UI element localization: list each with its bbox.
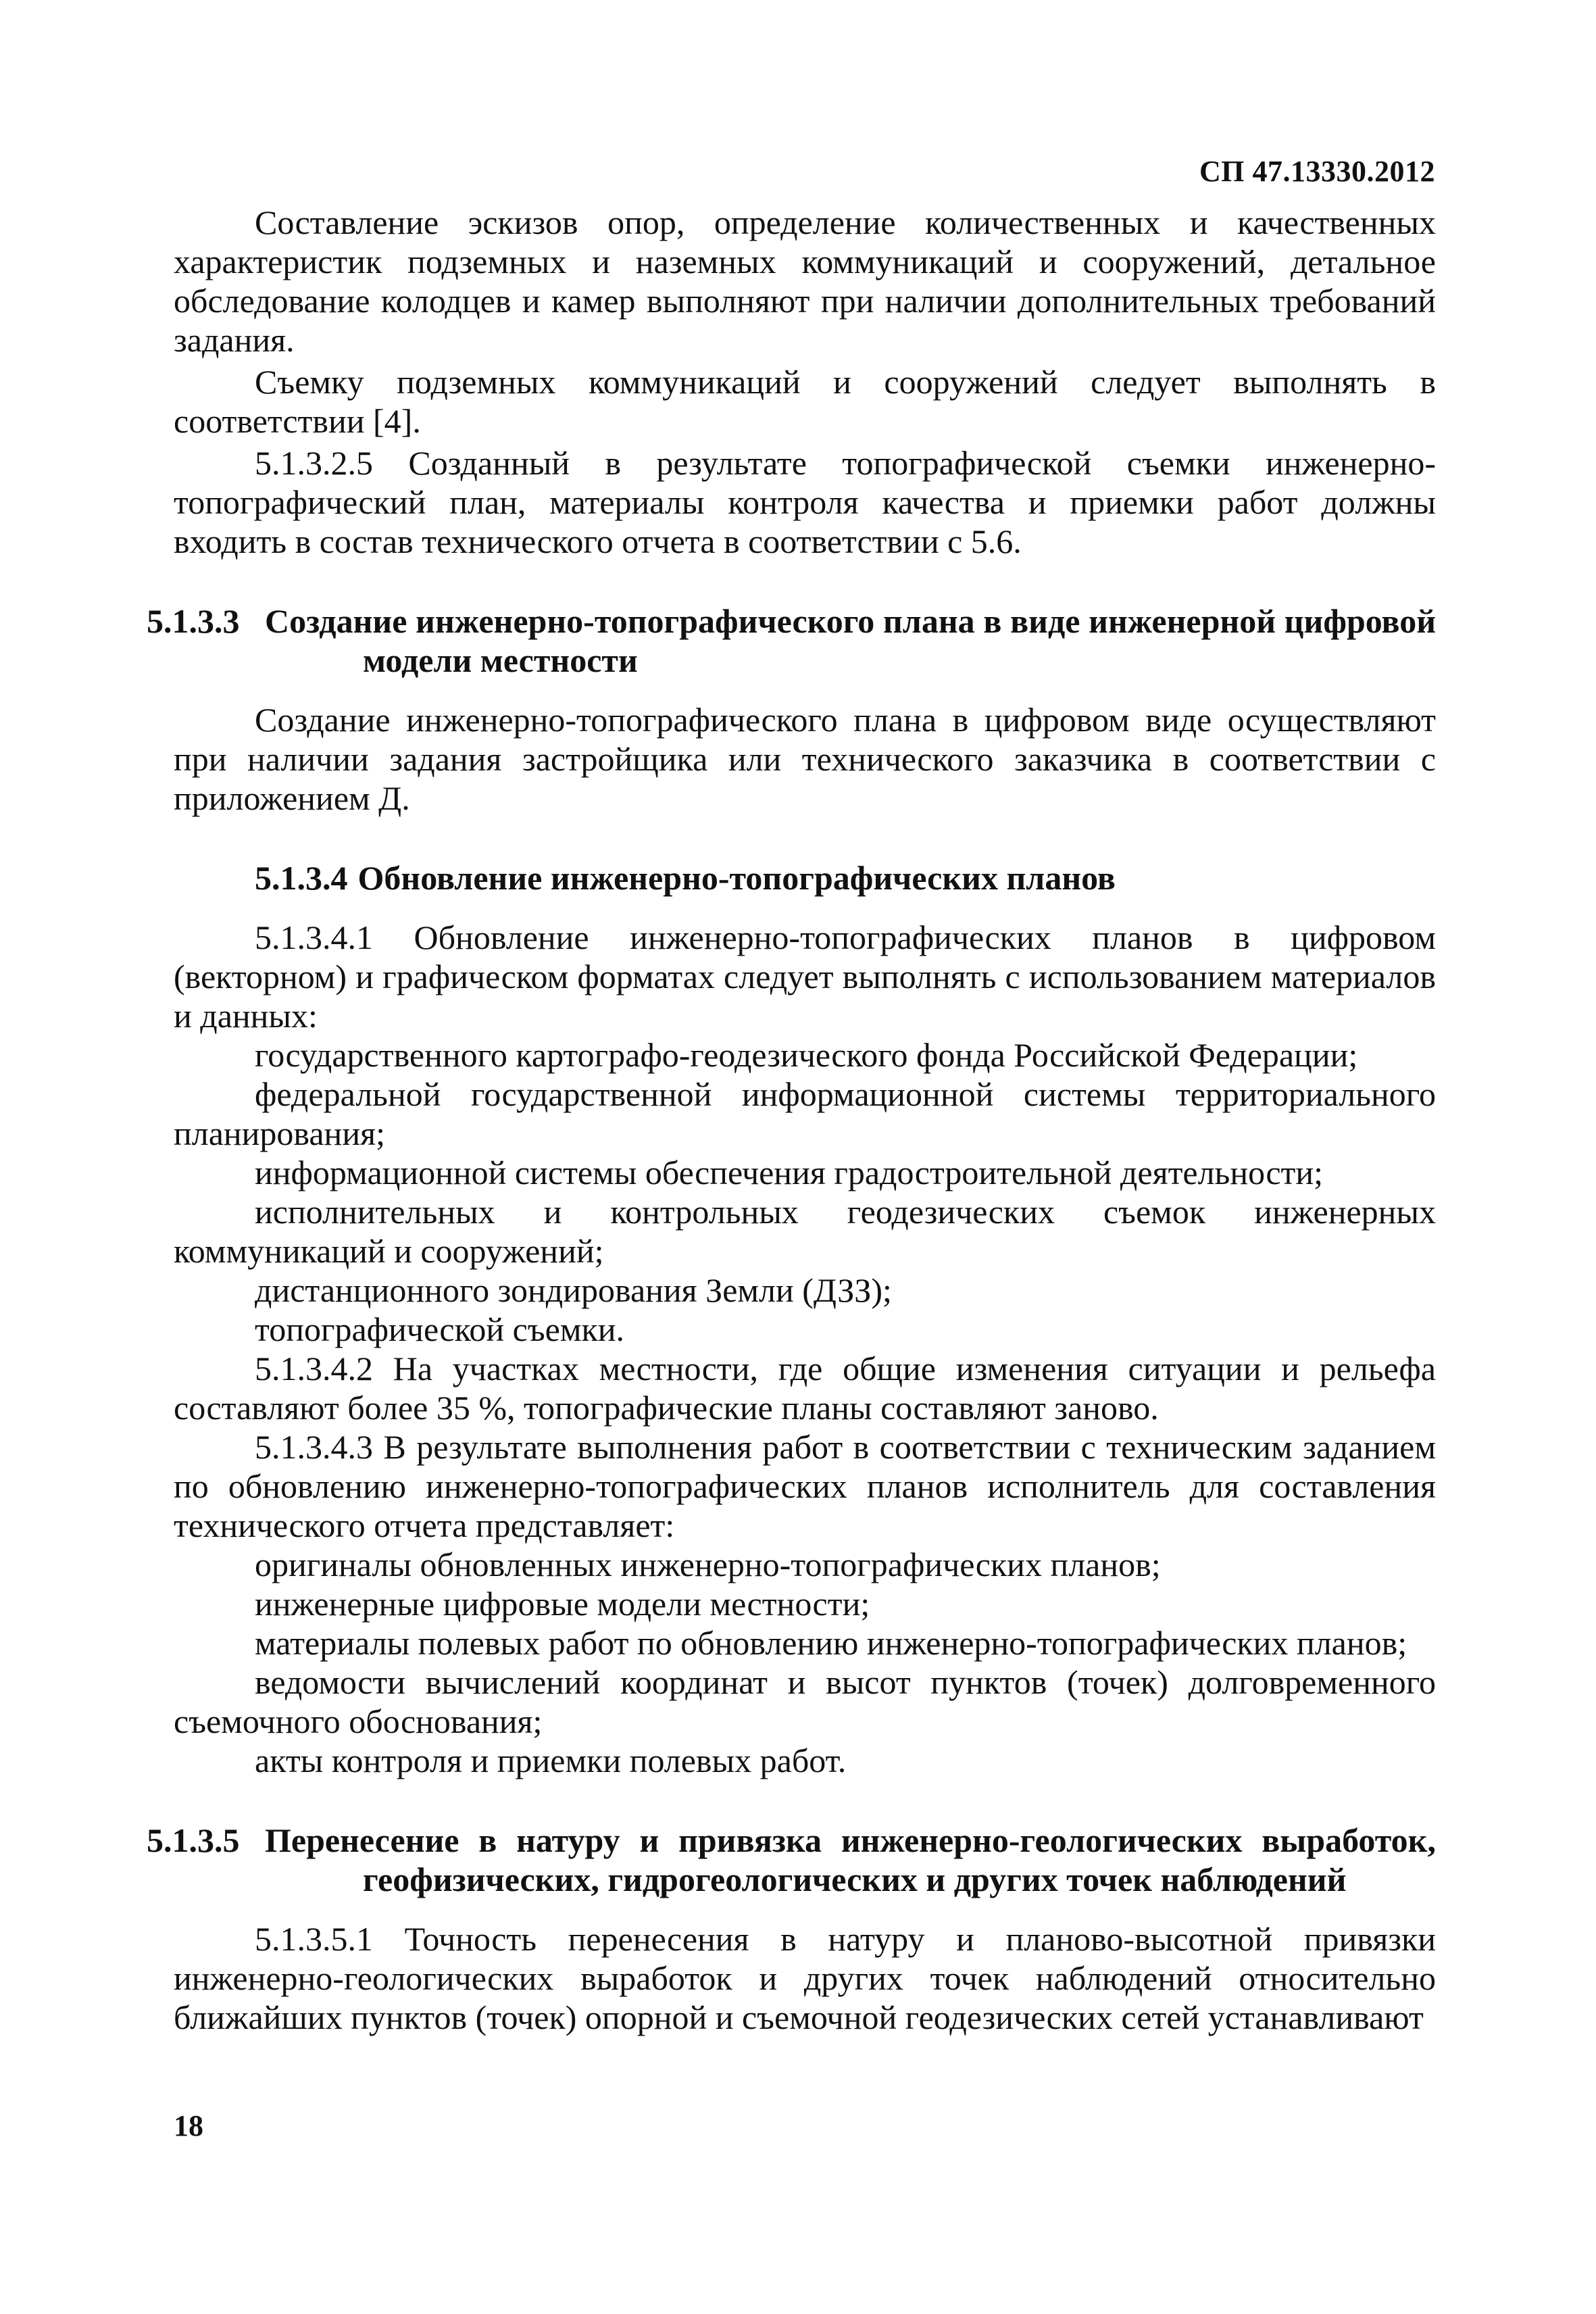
list-item: федеральной государственной информационной системы территориального планирования; xyxy=(174,1075,1436,1152)
list-item: оригиналы обновленных инженерно-топографических планов; xyxy=(255,1546,1161,1583)
section-title: Создание инженерно-топографического плана в виде инженерной цифровой модели местности xyxy=(265,602,1436,679)
paragraph: 5.1.3.5.1 Точность перенесения в натуру и планово-высотной привязки инженерно-геологических выработок и других точек наблюдений относительно ближайших пунктов (точек) опорной и съемочной геодезических сетей устанавливают xyxy=(174,1920,1436,2036)
paragraph: 5.1.3.4.2 На участках местности, где общие изменения ситуации и рельефа составляют более 35 %, топографические планы составляют заново. xyxy=(174,1350,1436,1427)
list-item: инженерные цифровые модели местности; xyxy=(255,1585,870,1623)
page-content xyxy=(147,203,1436,2037)
paragraph: Съемку подземных коммуникаций и сооружений следует выполнять в соответствии [4]. xyxy=(174,363,1436,440)
paragraph: 5.1.3.2.5 Созданный в результате топографической съемки инженерно-топографический план, материалы контроля качества и приемки работ должны входить в состав технического отчета в соответствии с 5.6. xyxy=(174,444,1436,560)
paragraph: 5.1.3.4.3 В результате выполнения работ в соответствии с техническим заданием по обновлению инженерно-топографических планов исполнитель для составления технического отчета представляет: xyxy=(174,1428,1436,1544)
list-item: материалы полевых работ по обновлению инженерно-топографических планов; xyxy=(255,1624,1407,1662)
paragraph: 5.1.3.4.1 Обновление инженерно-топографических планов в цифровом (векторном) и графическом форматах следует выполнять с использованием материалов и данных: xyxy=(174,918,1436,1035)
list-item: акты контроля и приемки полевых работ. xyxy=(255,1742,847,1779)
section-number: 5.1.3.4 xyxy=(255,859,348,897)
section-title: Обновление инженерно-топографических планов xyxy=(357,859,1116,897)
list-item: топографической съемки. xyxy=(255,1310,625,1348)
section-heading-5134 xyxy=(174,858,1436,897)
section-heading-5133: 5.1.3.3 Создание инженерно-топографического плана в виде инженерной цифровой модели местности xyxy=(147,602,1436,679)
list-item: исполнительных и контрольных геодезических съемок инженерных коммуникаций и сооружений; xyxy=(174,1193,1436,1270)
section-title: Перенесение в натуру и привязка инженерно-геологических выработок, геофизических, гидрогеологических и других точек наблюдений xyxy=(265,1821,1436,1898)
list-item: ведомости вычислений координат и высот пунктов (точек) долговременного съемочного обоснования; xyxy=(174,1663,1436,1740)
list-item: государственного картографо-геодезического фонда Российской Федерации; xyxy=(255,1036,1358,1074)
document-code: СП 47.13330.2012 xyxy=(1199,155,1435,188)
list-item: дистанционного зондирования Земли (ДЗЗ); xyxy=(255,1271,892,1309)
section-heading-5135: 5.1.3.5 Перенесение в натуру и привязка инженерно-геологических выработок, геофизических, гидрогеологических и других точек наблюдений xyxy=(147,1821,1436,1898)
list-item: информационной системы обеспечения градостроительной деятельности; xyxy=(255,1154,1324,1191)
paragraph: Составление эскизов опор, определение количественных и качественных характеристик подземных и наземных коммуникаций и сооружений, детальное обследование колодцев и камер выполняют при наличии дополнительных требований задания. xyxy=(174,203,1436,359)
page-number: 18 xyxy=(174,2109,203,2142)
paragraph: Создание инженерно-топографического плана в цифровом виде осуществляют при наличии задания застройщика или технического заказчика в соответствии с приложением Д. xyxy=(174,701,1436,817)
